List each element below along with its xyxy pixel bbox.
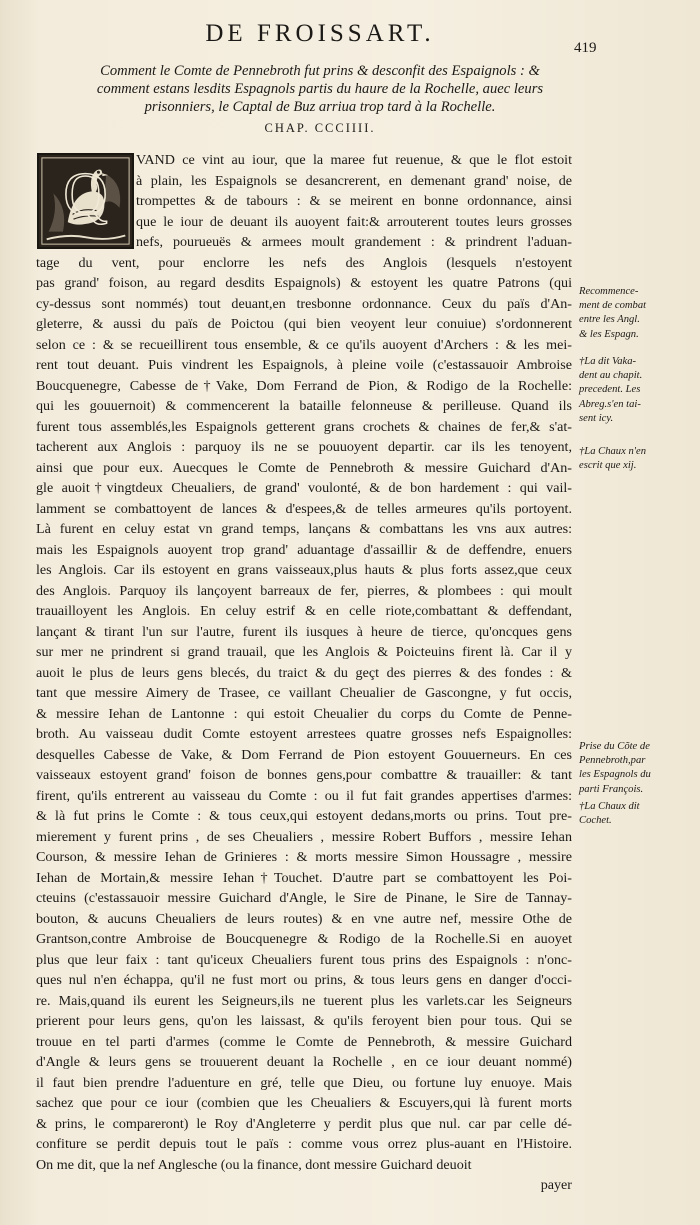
- body-line: les Anglois. Car ils estoyent en grans vaisseaux,plus hauts & plus forts assez,que ceux: [36, 562, 572, 578]
- body-line: sachez que pour ce iour (combien que les Cheualiers & Escuyers,qui là furent morts: [36, 1095, 572, 1111]
- body-line: pas grand' foison, au regard desdits Espaignols) & estoyent les quatre Patrons (qui: [36, 275, 572, 291]
- margin-note-line: parti François.: [579, 783, 644, 795]
- chapter-title-line: prisonniers, le Captal de Buz arriua trop tard à la Rochelle.: [144, 99, 496, 115]
- body-line: Iehan de Mortain,& messire Iehan†Touchet. D'autre part se combattoyent les Poi-: [36, 869, 572, 886]
- margin-note-line: precedent. Les: [579, 384, 641, 396]
- body-line: furent tous assemblés,les Espaignols getterent grans crochets & chaines de fer,& s'at-: [36, 418, 572, 435]
- margin-note-vakadent: [579, 355, 697, 426]
- body-line: plus que leur faix : tant qu'iceux Cheualiers furent tous prins des Espaignols : n'onc-: [36, 951, 572, 968]
- body-line: broth. Au vaisseau dudit Comte estoyent arrestees quatre grosses nefs Espaignolles:: [36, 726, 572, 742]
- body-line: & là fut prins le Comte : & tous ceux,qui estoyent dedans,morts ou prins. Tout pre-: [36, 808, 572, 824]
- margin-note-line: ment de combat: [579, 300, 647, 312]
- margin-note-line: Prise du Cõte de: [579, 741, 650, 752]
- body-line: nefs, pourueuës & armees moult grandement : & prindrent l'aduan-: [136, 234, 572, 250]
- body-line: desquelles Cabesse de Vake, & Dom Ferrand de Pion estoyent Gouuerneurs. En ces: [36, 746, 572, 763]
- body-line: Courson, & messire Iehan de Grinieres : & morts messire Simon Houssagre , messire: [36, 849, 572, 865]
- body-line: VAND ce vint au iour, que la maree fut reuenue, & que le flot estoit: [136, 152, 572, 168]
- margin-note-line: †La Chaux n'en: [579, 446, 647, 457]
- body-line: & messire Iehan de Lantonne : qui estoit Cheualier du corps du Comte de Penne-: [36, 705, 572, 722]
- body-line: à plain, les Espaignols se desancrerent, en demenant grand' noise, de: [136, 172, 572, 189]
- body-line: cteuins (c'estassauoir messire Guichard d'Angle, le Sire de Pinane, le Sire de Tannay-: [36, 890, 572, 906]
- body-line: ques nul n'en échappa, qu'il ne fust mort ou prins, & tous leurs gens en danger d'occi-: [36, 972, 572, 988]
- margin-note-line: escrit que xij.: [579, 460, 637, 472]
- chapter-title-line: Comment le Comte de Pennebroth fut prins & desconfit des Espaignols : &: [100, 63, 540, 79]
- body-line: auoit le plus de leurs gens blecés, du traict & du geçt des pierres & des fondes : &: [36, 664, 572, 681]
- body-line: trauailloyent les Anglois. En celuy estrif & en celle riote,combattant & deffendant,: [36, 603, 572, 619]
- body-line: re. Mais,quand ils eurent les Seigneurs,ils ne tuerent plus les varlets.car les Seigneurs: [36, 992, 572, 1009]
- body-line: On me dit, que la nef Anglesche (ou la finance, dont messire Guichard deuoit: [36, 1156, 472, 1173]
- margin-note-prise: [579, 740, 697, 797]
- body-line: vaisseaux estoyent grand' foison de bonnes gens,pour combattre & trauailler: & tant: [36, 767, 572, 783]
- margin-note-chaux-xij: [579, 445, 697, 473]
- margin-note-cochet: [579, 800, 697, 828]
- chapter-title-line: comment estans lesdits Espagnols partis du haure de la Rochelle, auec leurs: [96, 81, 544, 97]
- margin-note-line: †La Chaux dit: [579, 801, 640, 812]
- body-line: bouton, & aucuns Cheualiers de leurs routes) & en vne autre nef, messire Othe de: [36, 910, 572, 927]
- body-line: que le iour de deuant ils auoyent fait:& arrouterent toutes leurs grosses: [136, 213, 572, 230]
- body-line: lançant & tirant l'un sur l'autre, furent ils iusques à heure de tierce, qu'oncques gens: [36, 623, 572, 640]
- body-line: selon ce : & se recueillirent tous ensemble, & ce qu'ils auoyent d'Archers : & les mei-: [36, 336, 572, 353]
- body-line: tacherent aux Anglois : parquoy ils ne se pouuoyent departir. car ils les tenoyent,: [36, 439, 572, 455]
- margin-note-line: entre les Angl.: [579, 314, 640, 326]
- margin-note-line: & les Espagn.: [579, 328, 639, 340]
- body-line: Là furent en celuy estat vn grand temps, lançans & combattans les vns aux autres:: [36, 521, 572, 537]
- body-line: d'Angle & leurs gens se trouuerent deuant la Rochelle , en ce iour deuant nommé): [36, 1054, 572, 1070]
- body-line: confiture se perdit depuis tout le païs : comme vous orrez plus-auant en l'Histoire.: [36, 1136, 572, 1152]
- body-line: qui les gouuernoit) & commencerent la bataille felonneuse & perilleuse. Quand ils: [36, 398, 572, 414]
- margin-note-line: dent au chapit.: [579, 370, 643, 382]
- body-line: Boucquenegre, Cabesse de†Vake, Dom Ferrand de Pion, & Rodigo de la Rochelle:: [36, 377, 572, 394]
- body-line: firent, qu'ils entrerent au vaisseau du Comte : ou il fut fait grandes appertises d'armes:: [36, 787, 572, 804]
- body-line: & prins, le compareront) le Roy d'Angleterre y perdit plus que nul. car par celle dé-: [36, 1115, 572, 1132]
- body-line: trouue en tel parti d'armes (comme le Comte de Pennebroth, & messire Guichard: [36, 1033, 572, 1050]
- body-line: Grantson,contre Ambroise de Boucquenegre & Rodigo de la Rochelle.Si en auoyet: [36, 931, 572, 947]
- margin-note-combat: [579, 285, 697, 342]
- body-line: mierement y furent prins , de ses Cheualiers , messire Robert Buffors , messire Iehan: [36, 828, 572, 845]
- body-line: tage du vent, pour enclorre les nefs des Anglois (lesquels n'estoyent: [36, 254, 572, 271]
- catchword: payer: [540, 1177, 572, 1193]
- margin-note-line: Recommence-: [579, 286, 639, 297]
- margin-note-line: Pennebroth,par: [579, 755, 646, 767]
- body-line: lamment se combattoyent de lances & d'espees,& de telles armeures qu'ils portoyent.: [36, 500, 572, 517]
- body-line: sur mer ne prindrent si grand trauail, que les Anglois & Poicteuins firent là. Car il y: [36, 644, 572, 660]
- body-line: mais les Espaignols auoyent trop grand' aduantage d'assaillir & de deffendre, enuers: [36, 541, 572, 558]
- body-line: gle auoit†vingtdeux Cheualiers, de grand' voulonté, & de bon hardement : qui vail-: [36, 480, 572, 496]
- margin-note-line: Cochet.: [579, 815, 612, 827]
- body-line: trompettes & de tabours : & se meirent en bonne ordonnance, ainsi: [136, 193, 572, 209]
- margin-note-line: les Espagnols du: [579, 769, 651, 781]
- body-line: des Anglois. Parquoy ils lançoyent barreaux de fer, pierres, & plombees : qui moult: [36, 582, 572, 599]
- chapter-number: CHAP. CCCIIII.: [264, 121, 376, 135]
- initial-letter: Q: [63, 160, 108, 229]
- margin-note-line: sent icy.: [579, 412, 614, 424]
- body-line: ainsi que pour eux. Auecques le Comte de Pennebroth & messire Guichard d'An-: [36, 459, 572, 476]
- body-line: gleterre, & aussi du païs de Poictou (qui bien veoyent leur conuiue) s'ordonnerent: [36, 316, 572, 332]
- body-text: [36, 150, 572, 1196]
- body-line: cy-dessus sont nommés) tout deuant,en tresbonne ordonnance. Ceux du païs d'An-: [36, 295, 572, 312]
- chapter-title: [60, 62, 580, 116]
- body-line: prierent pour leurs gens, qu'on les laissast, & qu'ils feroyent bien pour tous. Qui se: [36, 1013, 572, 1029]
- body-line: il faut bien prendre l'aduenture en gré, telle que Dieu, ou fortune luy enuoye. Mais: [36, 1074, 572, 1091]
- body-line: tant que messire Aimery de Trasee, ce vaillant Cheualier de Gascongne, y fut occis,: [36, 685, 572, 701]
- body-line: rent tout deuant. Puis vindrent les Espaignols, à pleine voile (c'estassauoir Ambroise: [36, 357, 572, 373]
- page-number: 419: [574, 40, 597, 56]
- margin-note-line: Abreg.s'en tai-: [579, 398, 641, 410]
- margin-note-line: †La dit Vaka-: [579, 356, 637, 367]
- running-head: DE FROISSART.: [205, 20, 435, 47]
